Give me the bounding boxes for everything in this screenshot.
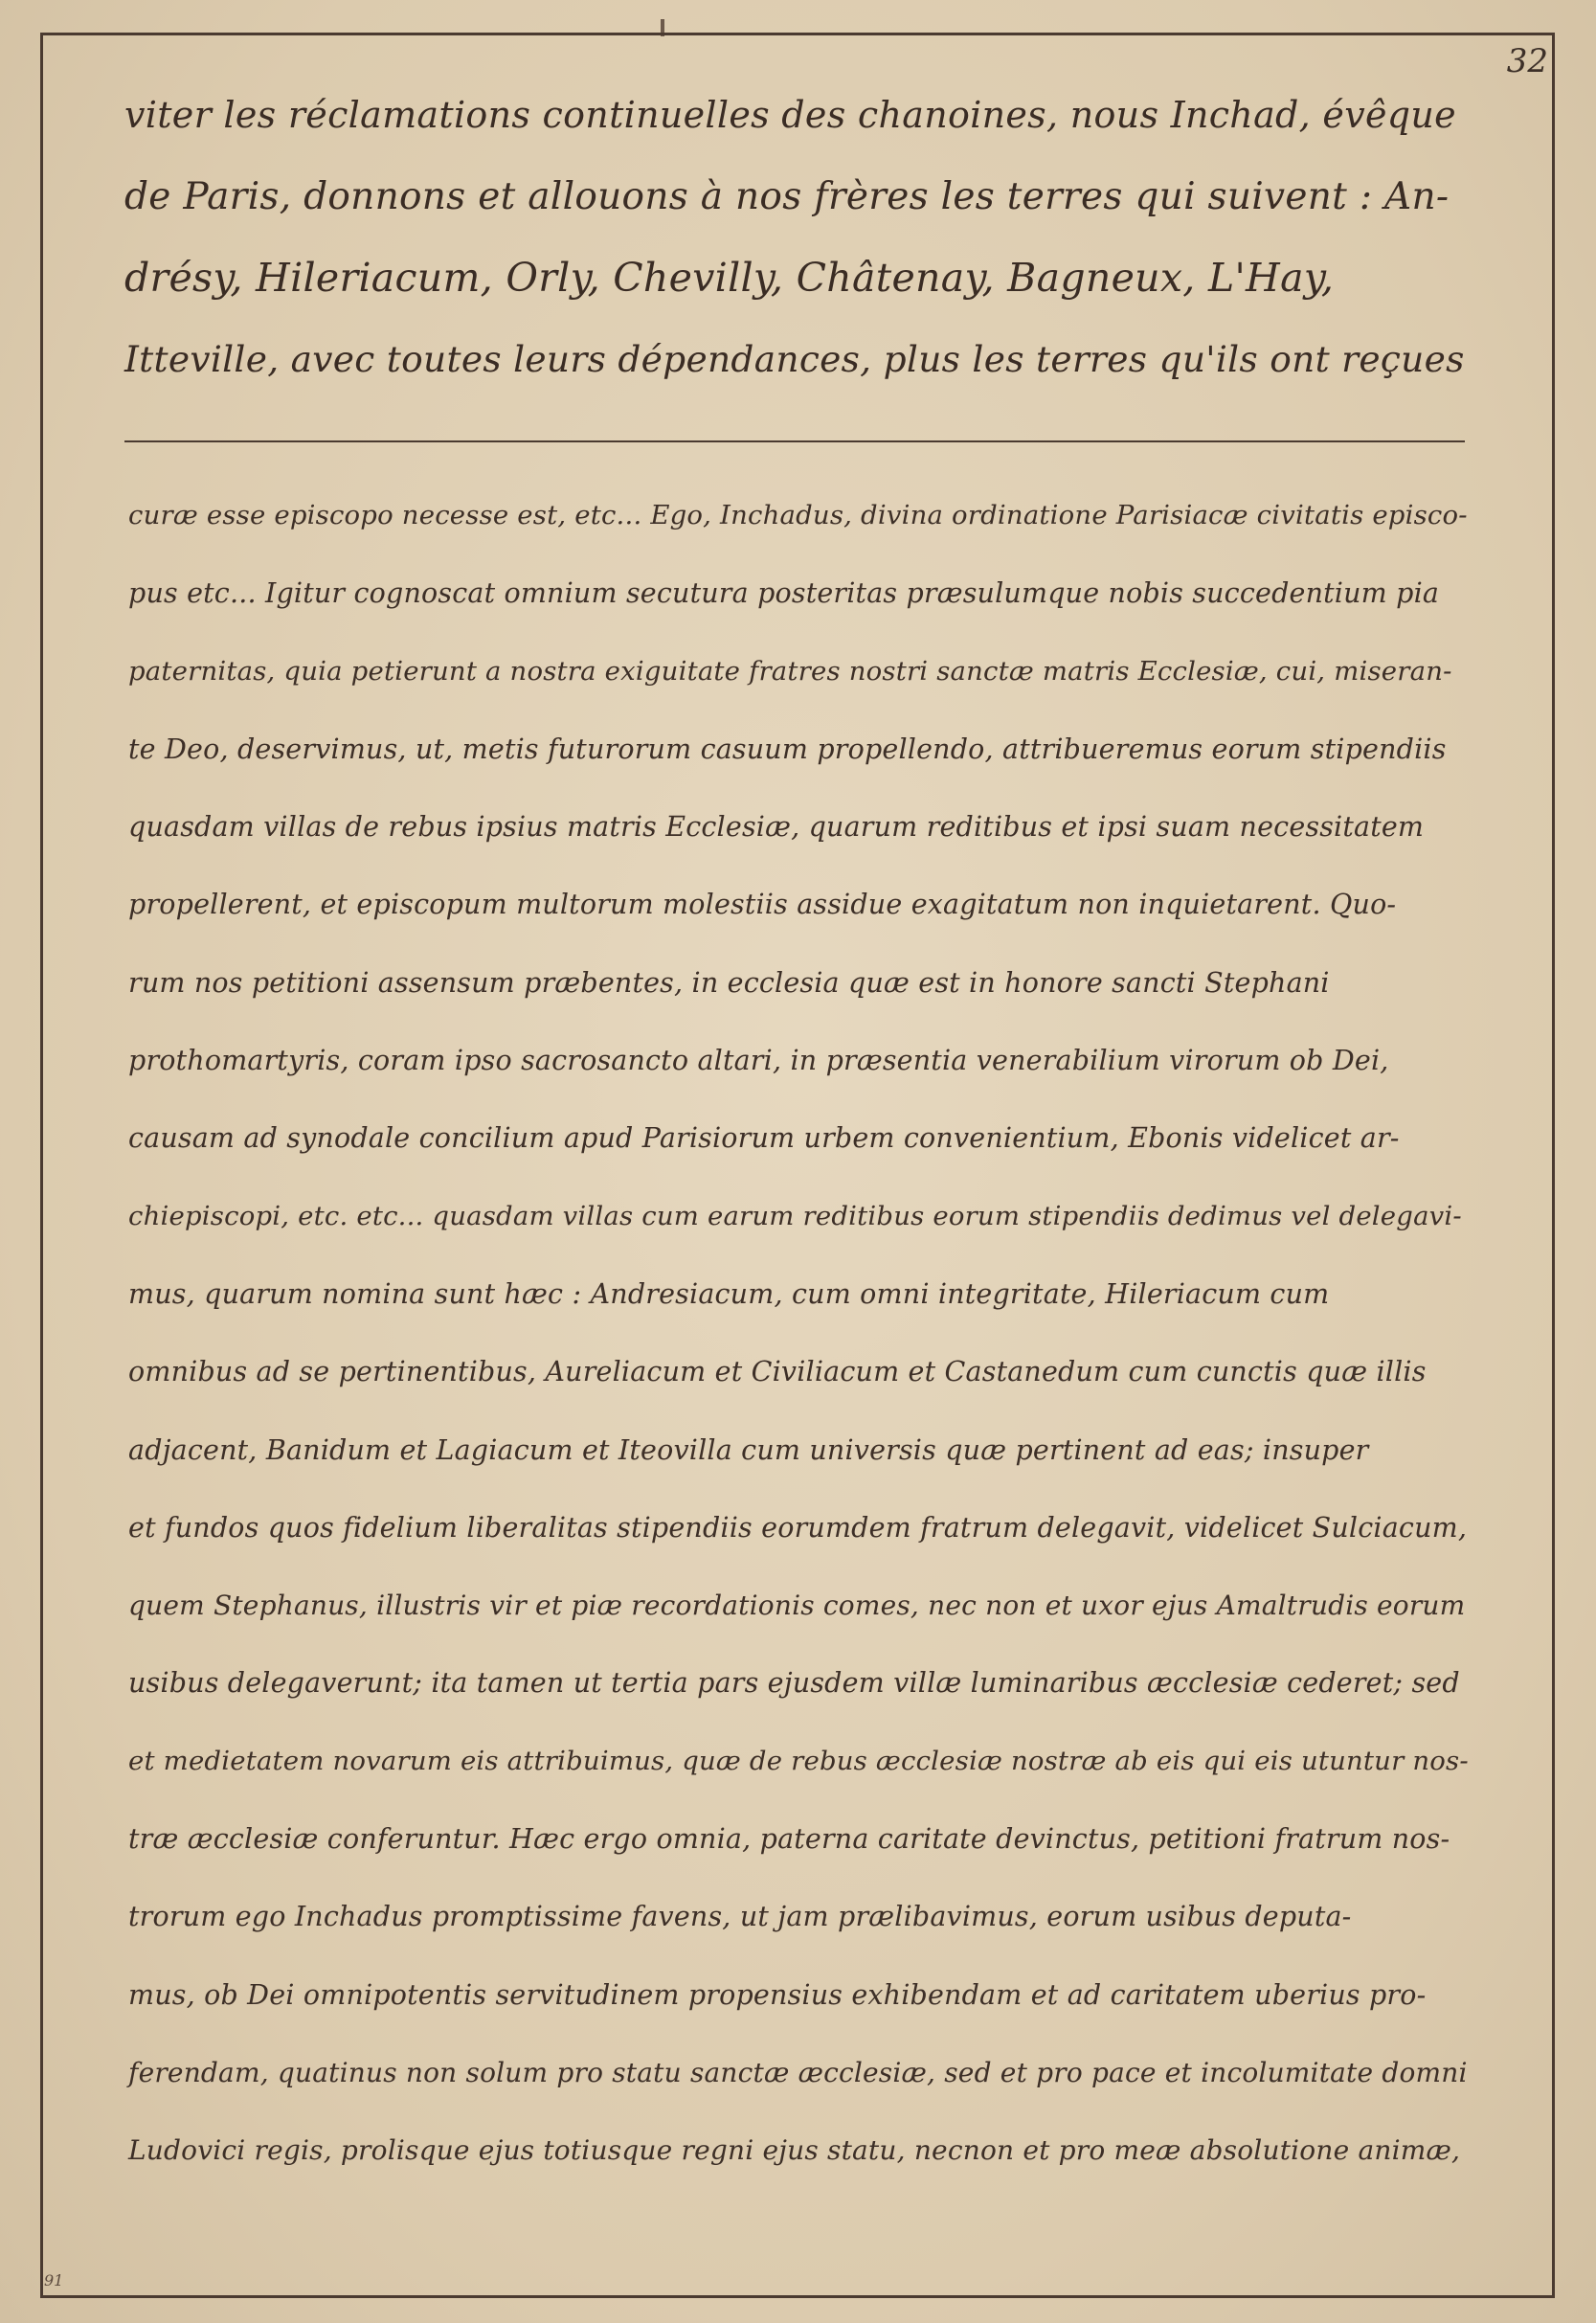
latin-line: et fundos quos fidelium liberalitas stipendiis eorumdem fratrum delegavit, videlicet Sulciacum, [128, 1511, 1468, 1544]
latin-line: usibus delegaverunt; ita tamen ut tertia pars ejusdem villæ luminaribus æcclesiæ cederet; sed [128, 1667, 1460, 1700]
section-divider [124, 440, 1465, 442]
french-translation-block [124, 75, 1465, 400]
folio-number: 32 [1506, 42, 1548, 80]
french-line: drésy, Hileriacum, Orly, Chevilly, Châtenay, Bagneux, L'Hay, [124, 255, 1335, 301]
latin-line: prothomartyris, coram ipso sacrosancto altari, in præsentia venerabilium virorum ob Dei, [128, 1045, 1389, 1077]
latin-line: ferendam, quatinus non solum pro statu sanctæ æcclesiæ, sed et pro pace et incolumitate domni [128, 2056, 1468, 2088]
latin-line: adjacent, Banidum et Lagiacum et Iteovilla cum universis quæ pertinent ad eas; insuper [128, 1433, 1369, 1466]
corner-note: 91 [44, 2271, 64, 2289]
latin-line: rum nos petitioni assensum præbentes, in ecclesia quæ est in honore sancti Stephani [128, 966, 1330, 999]
latin-line: te Deo, deservimus, ut, metis futurorum casuum propellendo, attribueremus eorum stipendiis [128, 733, 1447, 765]
latin-charter-block [128, 477, 1469, 2190]
latin-line: causam ad synodale concilium apud Parisiorum urbem convenientium, Ebonis videlicet ar- [128, 1122, 1400, 1155]
latin-line: Ludovici regis, prolisque ejus totiusque regni ejus statu, necnon et pro meæ absolutione animæ, [128, 2134, 1461, 2167]
latin-line: et medietatem novarum eis attribuimus, quæ de rebus æcclesiæ nostræ ab eis qui eis utuntur nos- [128, 1745, 1469, 1776]
latin-line: propellerent, et episcopum multorum molestiis assidue exagitatum non inquietarent. Quo- [128, 889, 1397, 921]
french-line: de Paris, donnons et allouons à nos frères les terres qui suivent : An- [124, 175, 1450, 218]
french-line: Itteville, avec toutes leurs dépendances, plus les terres qu'ils ont reçues [124, 338, 1465, 380]
latin-line: chiepiscopi, etc. etc... quasdam villas cum earum reditibus eorum stipendiis dedimus vel delegavi- [128, 1200, 1462, 1231]
latin-line: quasdam villas de rebus ipsius matris Ecclesiæ, quarum reditibus et ipsi suam necessitatem [128, 811, 1425, 844]
latin-line: træ æcclesiæ conferuntur. Hæc ergo omnia, paterna caritate devinctus, petitioni fratrum nos- [128, 1823, 1450, 1856]
latin-line: quem Stephanus, illustris vir et piæ recordationis comes, nec non et uxor ejus Amaltrudis eorum [128, 1590, 1466, 1622]
latin-line: curæ esse episcopo necesse est, etc... Ego, Inchadus, divina ordinatione Parisiacæ civitatis episco- [128, 500, 1468, 530]
latin-line: trorum ego Inchadus promptissime favens, ut jam prælibavimus, eorum usibus deputa- [128, 1901, 1352, 1933]
french-line: viter les réclamations continuelles des chanoines, nous Inchad, évêque [124, 94, 1456, 136]
latin-line: omnibus ad se pertinentibus, Aureliacum et Civiliacum et Castanedum cum cunctis quæ illis [128, 1356, 1427, 1388]
latin-line: mus, ob Dei omnipotentis servitudinem propensius exhibendam et ad caritatem uberius pro- [128, 1978, 1427, 2011]
latin-line: paternitas, quia petierunt a nostra exiguitate fratres nostri sanctæ matris Ecclesiæ, cui, miseran- [128, 655, 1452, 687]
latin-line: pus etc... Igitur cognoscat omnium secutura posteritas præsulumque nobis succedentium pia [128, 577, 1440, 610]
latin-line: mus, quarum nomina sunt hæc : Andresiacum, cum omni integritate, Hileriacum cum [128, 1277, 1330, 1310]
